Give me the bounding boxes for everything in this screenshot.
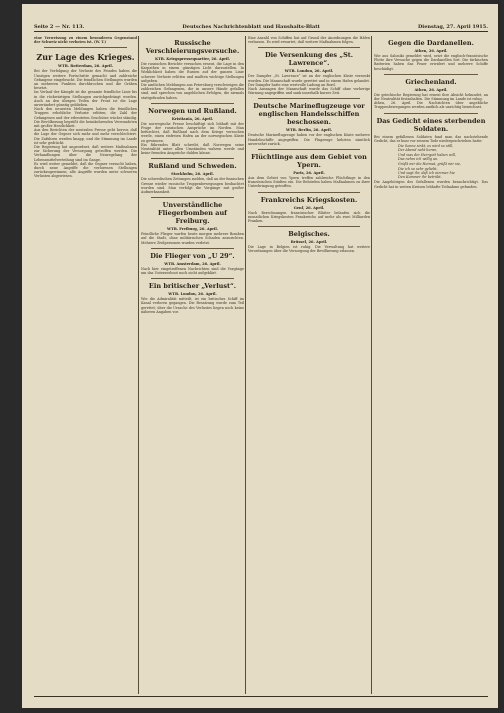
poem-line: Grüßt mir die Heimat, grüßt mir sie,	[398, 162, 461, 167]
article-title: Unverständliche Fliegerbomben auf Freiburg.	[158, 201, 227, 226]
paragraph: Bei der Verfolgung der Verluste des Feindes haben die Unsrigen weitere Fortschritte gemacht und zahlreiche Gefangene eingebracht. Die feindlichen Stellungen wurden an mehreren Punkten durchbrochen und die Gräben besetzt.	[34, 69, 137, 91]
divider	[258, 192, 360, 193]
paragraph: Es wird weiter gemeldet, daß die Gegner versucht haben, durch neue Angriffe die verlorenen Stellungen zurückzugewinnen; alle Angriffe wurden unter schweren Verlusten abgewiesen.	[34, 161, 137, 179]
dateline: Athen, 26. April.	[414, 49, 448, 53]
divider	[384, 113, 478, 114]
paragraph: Die Lage in Belgien ist ruhig. Die Verwaltung hat weitere Verordnungen über die Versorgung der Bevölkerung erlassen.	[248, 245, 370, 254]
column-3	[248, 36, 370, 694]
column-rule	[245, 36, 246, 694]
poem-line: Und was der Herrgott haben will,	[398, 152, 457, 157]
dateline: Brüssel, 26. April.	[290, 240, 328, 245]
intro-text: eine Verweisung zu einem besonderen Gegenstand der Schweiz nicht verboten ist. (W. T.)	[34, 36, 137, 45]
article-title: Rußland und Schweden.	[148, 162, 237, 171]
column-4	[374, 36, 488, 694]
paragraph: Athen, 26. April. Die Nachrichten über angebliche Truppenbewegungen werden amtlich als unrichtig bezeichnet.	[374, 101, 488, 110]
paragraph: Wie aus Saloniki gemeldet wird, setzt die englisch-französische Flotte ihre Versuche gegen die Dardanellen fort. Die türkischen Batterien haben das Feuer erwidert und mehrere Schiffe beschädigt.	[374, 54, 488, 71]
article-title: Deutsche Marineflugzeuge vor englischen Handelsschiffen beschossen.	[253, 102, 365, 127]
poem-line: Die Sonne sinkt, es wird so still,	[398, 144, 454, 149]
dateline: Paris, 26. April.	[293, 171, 325, 176]
dateline: Stockholm, 26. April.	[171, 172, 214, 177]
paragraph: Die Angehörigen des Gefallenen wurden benachrichtigt. Das Gedicht hat in weiten Kreisen lebhafte Teilnahme gefunden.	[374, 180, 488, 189]
paragraph: Die Regierung hat angeordnet, daß weitere Maßnahmen zur Sicherung der Versorgung getroffen werden. Die Verhandlungen über die Neuregelung der Lebensmittelverteilung sind im Gange.	[34, 145, 137, 162]
paragraph: Nach Berechnungen französischer Blätter belaufen sich die monatlichen Kriegskosten Frankreichs auf mehr als zwei Milliarden Franken.	[248, 210, 370, 224]
paragraph: Die amtlichen Meldungen aus Petersburg verschweigen die zahlreichen Gefangenen, die in unsere Hände gefallen sind, und sprechen von angeblichen Erfolgen, die niemals stattgefunden haben.	[141, 83, 244, 100]
article-title: Griechenland.	[405, 77, 457, 86]
divider	[384, 74, 478, 75]
paragraph: Bei einem gefallenen Soldaten fand man das nachstehende Gedicht, das er kurz vor seinem Tode niedergeschrieben hatte:	[374, 134, 488, 143]
header-date: Dienstag, 27. April 1915.	[417, 23, 488, 30]
paragraph: Ein führendes Blatt schreibt, daß Norwegen seine Neutralität unter allen Umständen wahren werde und keine fremden Ansprüche dulden könne.	[141, 142, 244, 156]
article-title: Frankreichs Kriegskosten.	[260, 195, 358, 204]
paragraph: Die griechische Regierung hat erneut ihre Absicht bekundet, an der Neutralität festzuhalten. Die Stimmung im Lande ist ruhig.	[374, 92, 488, 102]
article-title: Flüchtlinge aus dem Gebiet von Ypern.	[251, 153, 367, 170]
article-title: Das Gedicht eines sterbenden Soldaten.	[376, 116, 486, 133]
poem-line: Und sagt ihr, daß ich nimmer hie	[398, 170, 455, 175]
paragraph: Nach Aussagen der Mannschaft wurde das Schiff ohne vorherige Warnung angegriffen und sank innerhalb kurzer Zeit.	[248, 87, 370, 96]
paragraph: Wie die Admiralität mitteilt, ist ein britisches Schiff im Kanal verloren gegangen. Die Besatzung wurde zum Teil gerettet; über die Ursache des Verlustes liegen noch keine näheren Angaben vor.	[141, 297, 244, 314]
paragraph: Deutsche Marineflugzeuge haben vor der englischen Küste mehrere Handelsschiffe angegriffen. Die Flugzeuge kehrten sämtlich unversehrt zurück.	[248, 133, 370, 146]
dateline: WTB. Amsterdam, 26. April.	[164, 261, 221, 266]
dateline: WTB. Rotterdam, 26. April.	[58, 64, 113, 69]
dateline: WTB. Berlin, 26. April.	[286, 128, 332, 133]
column-rule	[138, 36, 139, 694]
paragraph: Feindliche Flieger warfen heute morgen mehrere Bomben auf die Stadt, ohne militärischen Schaden anzurichten. Mehrere Zivilpersonen wurden verletzt.	[141, 232, 244, 245]
header-page-number: Seite 2 — Nr. 113.	[34, 23, 85, 30]
divider	[44, 47, 127, 48]
poem-stanza	[374, 144, 488, 161]
page-header	[34, 22, 488, 32]
divider	[258, 98, 360, 99]
dateline: KTB. Kriegspressequartier, 26. April.	[154, 57, 231, 61]
divider	[151, 103, 234, 104]
paragraph: Der Dampfer „St. Lawrence“ ist an der englischen Küste versenkt worden. Die Mannschaft wurde gerettet und in einem Hafen gelandet. Der Dampfer hatte eine wertvolle Ladung an Bord.	[248, 74, 370, 87]
paragraph: Aus dem Gebiet von Ypern treffen zahlreiche Flüchtlinge in den französischen Städten ein. Die Behörden haben Maßnahmen zu ihrer Unterbringung getroffen.	[248, 176, 370, 189]
column-rule	[371, 36, 372, 694]
paragraph: Die russischen Berichte versuchen erneut, die Lage in den Karpathen in einem günstigen Licht darzustellen. In Wirklichkeit haben die Russen auf der ganzen Linie schwere Verluste erlitten und mußten wichtige Stellungen aufgeben.	[141, 62, 244, 83]
poem-stanza	[374, 162, 488, 179]
dateline: Genf, 26. April.	[293, 205, 325, 210]
paragraph: Nach den neuesten Meldungen haben die feindlichen Truppen erhebliche Verluste erlitten; die Zahl der Gefangenen und der erbeuteten Geschütze wächst ständig. Die Bevölkerung begrüßt die heimkehrenden Verwundeten mit großer Herzlichkeit.	[34, 107, 137, 129]
article-title: Belgisches.	[288, 230, 330, 239]
article-title: Ein britischer „Verlust“.	[148, 282, 237, 291]
divider	[151, 158, 234, 159]
dateline: WTB. Freiburg, 26. April.	[167, 227, 218, 232]
paragraph: Nach hier eingetroffenen Nachrichten sind die Vorgänge um das Unterseeboot noch nicht aufgeklärt.	[141, 266, 244, 276]
article-title: Norwegen und Rußland.	[148, 106, 237, 115]
article-title: Gegen die Dardanellen.	[388, 39, 474, 47]
paragraph: Im Verlauf der Kämpfe ist die gesamte feindliche Linie bis in die rückwärtigen Stellungen zurückgedrängt worden. Auch an den übrigen Teilen der Front ist die Lage unverändert günstig geblieben.	[34, 90, 137, 108]
newspaper-page	[22, 4, 498, 708]
poem-line: Das nehm ich willig an.	[398, 156, 439, 161]
divider	[151, 278, 234, 279]
paragraph: Die schwedischen Zeitungen melden, daß an der finnischen Grenze wieder russische Truppenbewegungen beobachtet worden sind. Man verfolgt die Vorgänge mit großer Aufmerksamkeit.	[141, 177, 244, 195]
article-title: Russische Verschleierungsversuche.	[145, 39, 240, 55]
divider	[258, 47, 360, 48]
dateline: Athen, 26. April.	[414, 87, 448, 92]
paragraph: Aus den Berichten der neutralen Presse geht hervor, daß die Lage der Gegner sich mehr und mehr verschlechtert. Die Zufuhren werden knapp, und die Stimmung im Lande ist sehr gedrückt.	[34, 128, 137, 145]
column-2	[141, 36, 244, 694]
poem-line: Den Kummer ihr betrübt.	[398, 175, 442, 180]
article-title: Zur Lage des Krieges.	[36, 52, 135, 63]
dateline: WTB. London, 26. April.	[284, 69, 334, 74]
poem-line: Der Abend naht heran,	[398, 148, 438, 153]
paragraph: Die norwegische Presse beschäftigt sich lebhaft mit der Frage der russischen Ansprüche im Norden. Man befürchtet, daß Rußland nach dem Kriege versuchen werde, einen eisfreien Hafen an der norwegischen Küste zu gewinnen.	[141, 121, 244, 143]
dateline: WTB. London, 26. April.	[168, 292, 217, 297]
divider	[151, 197, 234, 198]
dateline: Kristiania, 26. April.	[171, 116, 214, 121]
header-masthead: Deutsches Nachrichtenblatt und Haushalts-Blatt	[182, 23, 320, 30]
page-footer	[34, 696, 488, 704]
divider	[258, 149, 360, 150]
divider	[258, 226, 360, 227]
poem-line: Die ich so sehr geliebt,	[398, 166, 438, 171]
paragraph: Eine Anzahl von Schiffen hat auf Grund der Anordnungen die Häfen verlassen. Es wird erwartet, daß weitere Maßnahmen folgen.	[248, 36, 370, 45]
column-1	[34, 36, 137, 694]
article-title: Die Versenkung des „St. Lawrence“.	[264, 51, 354, 68]
article-title: Die Flieger von „U 29“.	[150, 251, 235, 260]
divider	[151, 248, 234, 249]
